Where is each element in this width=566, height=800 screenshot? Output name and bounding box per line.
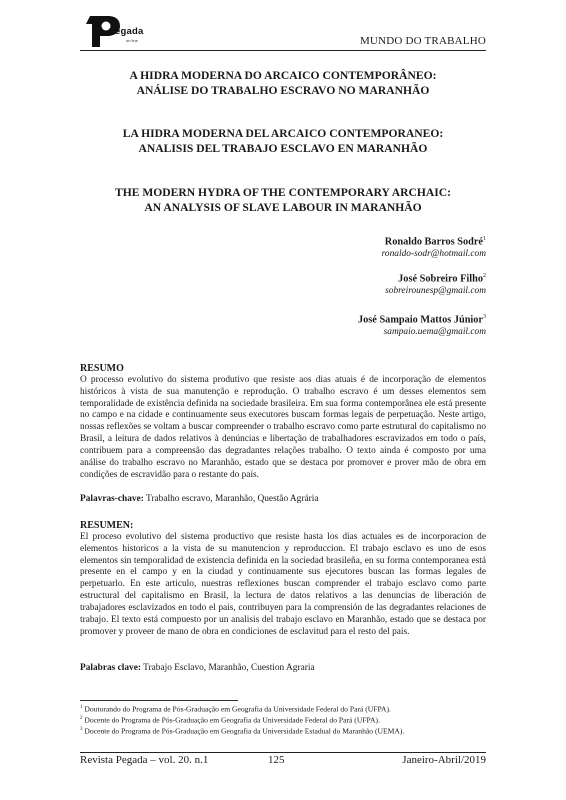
- title-pt-line1: A HIDRA MODERNA DO ARCAICO CONTEMPORÂNEO:: [129, 69, 437, 82]
- author-email[interactable]: sobreirounesp@gmail.com: [385, 286, 486, 297]
- footnote-text: Docente do Programa de Pós-Graduação em Geografia da Universidade Estadual do Maranhão (UEMA).: [82, 726, 405, 736]
- keywords-label: Palabras clave:: [80, 663, 141, 673]
- footnote-text: Docente do Programa de Pós-Graduação em Geografia da Universidade Federal do Pará (UFPA).: [82, 715, 380, 725]
- title-es-line1: LA HIDRA MODERNA DEL ARCAICO CONTEMPORANEO:: [122, 127, 444, 140]
- header-rule: [80, 50, 486, 51]
- keywords-text: Trabajo Esclavo, Maranhão, Cuestion Agraria: [140, 663, 315, 673]
- resumo-section: [80, 363, 486, 481]
- title-portuguese: [80, 68, 486, 98]
- footnote-rule: [80, 700, 238, 701]
- title-spanish: [80, 126, 486, 156]
- footer-rule: [80, 752, 486, 753]
- author-email[interactable]: ronaldo-sodr@hotmail.com: [381, 249, 486, 260]
- author-1: [382, 233, 486, 260]
- footnote-marker: 1: [80, 705, 83, 710]
- footer-page-number: 125: [268, 754, 285, 766]
- footnote-2: [80, 714, 486, 726]
- author-email[interactable]: sampaio.uema@gmail.com: [383, 327, 486, 338]
- section-label: MUNDO DO TRABALHO: [359, 35, 486, 47]
- resumen-section: [80, 520, 486, 638]
- resumen-heading: RESUMEN:: [80, 520, 134, 531]
- title-pt-line2: ANÁLISE DO TRABALHO ESCRAVO NO MARANHÃO: [136, 84, 430, 97]
- resumen-text: El proceso evolutivo del sistema productivo que resiste hasta los días actuales es de incorporacion de elementos historicos a la vista de su manutencion y reproduccion. El trabajo esclavo es uno de esos elementos sin temporalidad de existencia definida en la sociedad brasileña, en su forma contemporanea está presente en el campo y en la ciudad y continuamente sus ejecutores buscan las formas legales de perpetuarlo. En este articulo, nuestras reflexiones buscan comprender el trabajo esclavo como parte estructural del capitalismo en Brasil, la lectura de datos relativos a las denuncias de liberación de trabajadores esclavizados en todo el pais, contribuyen para la comprensión de las degradantes relaciones de trabajo. El texto está compuesto por un analisis del trabajo esclavo en Maranhão, estado que se destaca por promover y proveer de mano de obra en condiciones de esclavitud para el resto del pais.: [80, 531, 486, 637]
- palavras-chave: [80, 493, 486, 505]
- logo-subtitle: on line: [126, 38, 138, 43]
- title-es-line2: ANALISIS DEL TRABAJO ESCLAVO EN MARANHÃO: [138, 142, 428, 155]
- author-footnote-marker: 2: [483, 273, 486, 279]
- title-en-line2: AN ANALYSIS OF SLAVE LABOUR IN MARANHÃO: [144, 201, 422, 214]
- footnote-3: [80, 725, 486, 737]
- author-name: José Sampaio Mattos Júnior: [358, 314, 483, 326]
- resumo-text: O processo evolutivo do sistema produtivo que resiste aos dias atuais é de incorporação de elementos históricos à vista de sua manutenção e reprodução. O trabalho escravo é um desses elementos sem temporalidade de existência definida na sociedade brasileira. Em sua forma contemporânea ele está presente no campo e na cidade e continuamente seus executores buscam formas legais de perpetuação. Neste artigo, nossas reflexões se voltam a buscar compreender o trabalho escravo como parte estrutural do capitalismo no Brasil, a leitura de dados relativos à denúncias e libertação de trabalhadores escravizados em todo o país, contribuem para a compreensão das degradantes relações trabalho. O texto ainda é composto por uma análise do trabalho escravo no Maranhão, estado que se destaca por promover e prover mão de obra em condições de escravidão para o restante do país.: [80, 374, 486, 480]
- footer-date: Janeiro-Abril/2019: [402, 754, 486, 766]
- logo-wordmark: egada: [115, 26, 144, 37]
- palabras-clave: [80, 662, 486, 674]
- author-2: [385, 270, 486, 297]
- footer-journal: Revista Pegada – vol. 20. n.1: [80, 754, 209, 766]
- footnote-marker: 2: [80, 716, 83, 721]
- keywords-label: Palavras-chave:: [80, 494, 144, 504]
- footnote-marker: 3: [80, 727, 83, 732]
- title-english: [80, 185, 486, 215]
- author-footnote-marker: 3: [483, 314, 486, 320]
- keywords-text: Trabalho escravo, Maranhão, Questão Agrária: [143, 494, 319, 504]
- author-footnote-marker: 1: [483, 236, 486, 242]
- footnote-1: [80, 703, 486, 715]
- resumo-heading: RESUMO: [80, 363, 124, 374]
- author-name: Ronaldo Barros Sodré: [384, 236, 483, 248]
- author-3: [358, 311, 486, 338]
- pegada-logo: [84, 13, 154, 49]
- author-name: José Sobreiro Filho: [398, 273, 483, 285]
- title-en-line1: THE MODERN HYDRA OF THE CONTEMPORARY ARCHAIC:: [114, 186, 452, 199]
- footnote-text: Doutorando do Programa de Pós-Graduação em Geografia da Universidade Federal do Pará (UFPA).: [82, 704, 391, 714]
